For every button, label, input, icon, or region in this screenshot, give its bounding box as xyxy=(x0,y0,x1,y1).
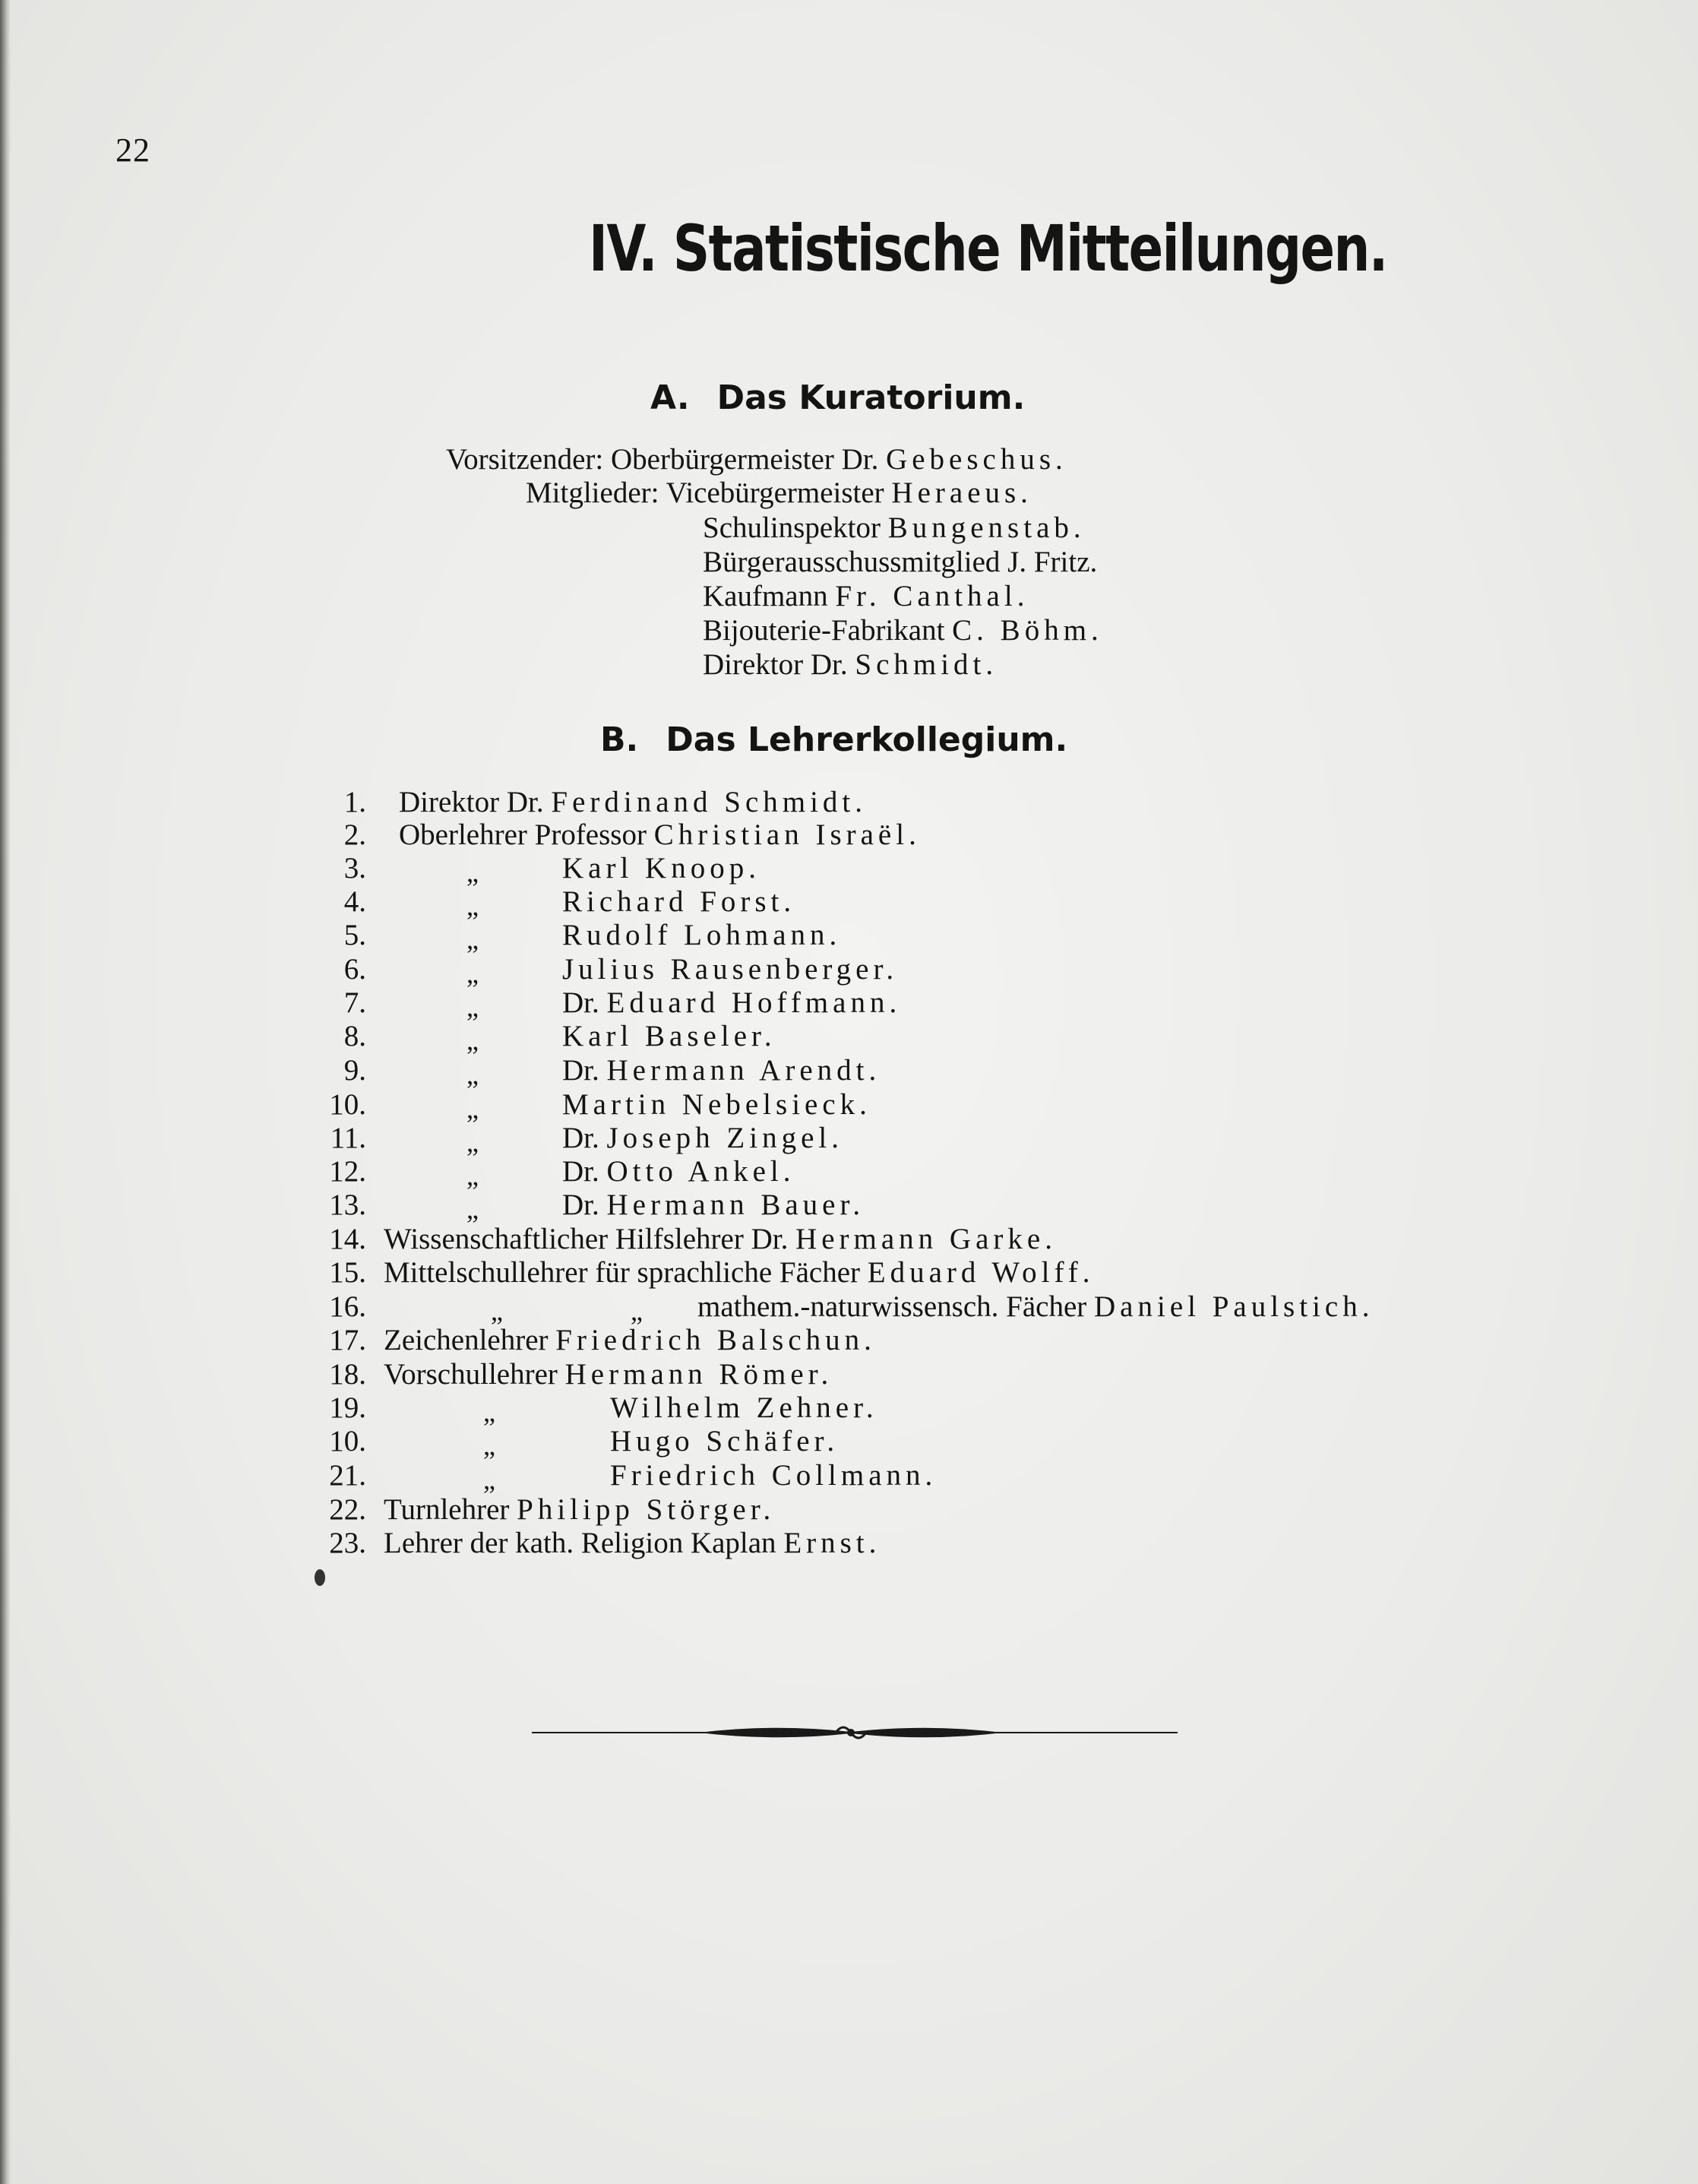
ditto-mark: „ xyxy=(631,1296,643,1326)
ditto-mark: „ xyxy=(466,1059,479,1090)
kuratorium-line xyxy=(703,616,1103,645)
teacher-role: Dr. xyxy=(562,1054,599,1087)
row-number: 16. xyxy=(329,1290,366,1323)
row-number: 5. xyxy=(343,919,366,951)
ditto-mark: „ xyxy=(466,924,479,954)
teacher-role: Dr. xyxy=(562,1155,599,1188)
decorative-rule xyxy=(532,1717,1178,1748)
teacher-row xyxy=(384,1359,833,1389)
teacher-row xyxy=(384,1224,1057,1254)
teacher-row xyxy=(562,1123,843,1153)
row-number: 22. xyxy=(329,1493,366,1526)
row-number: 13. xyxy=(329,1189,366,1221)
teacher-row xyxy=(562,1090,871,1119)
teacher-name: Eduard Wolff. xyxy=(867,1256,1095,1289)
kuratorium-line xyxy=(703,581,1029,611)
teacher-name: Ernst. xyxy=(783,1527,881,1559)
teacher-name: Eduard Hoffmann. xyxy=(606,986,902,1019)
teacher-name: Hugo Schäfer. xyxy=(610,1425,840,1458)
kuratorium-label: Vorsitzender: xyxy=(446,443,604,476)
teacher-name: Karl Baseler. xyxy=(562,1020,776,1052)
section-a-letter: A. xyxy=(650,378,690,417)
teacher-role: Mittelschullehrer für sprachliche Fächer xyxy=(384,1256,860,1289)
teacher-row xyxy=(562,954,898,984)
kuratorium-line xyxy=(703,650,998,679)
section-a-heading xyxy=(650,378,1025,417)
teacher-role: Turnlehrer xyxy=(384,1493,510,1526)
teacher-role: Vorschullehrer xyxy=(384,1358,558,1391)
section-b-letter: B. xyxy=(600,720,639,759)
ditto-mark: „ xyxy=(466,1127,479,1157)
teacher-row xyxy=(562,887,795,916)
teacher-row xyxy=(399,787,867,817)
kuratorium-name: Schmidt. xyxy=(855,648,998,681)
kuratorium-role: Schulinspektor xyxy=(703,511,881,544)
row-number: 10. xyxy=(329,1088,366,1121)
teacher-row xyxy=(562,1157,795,1186)
teacher-row xyxy=(399,820,921,850)
teacher-name: Richard Forst. xyxy=(562,885,796,918)
teacher-name: Hermann Arendt. xyxy=(606,1054,881,1087)
teacher-row xyxy=(562,1021,776,1051)
row-number: 15. xyxy=(329,1256,366,1289)
row-number: 9. xyxy=(343,1054,366,1087)
teacher-name: Hermann Römer. xyxy=(564,1358,833,1391)
kuratorium-name: C. Böhm. xyxy=(952,614,1103,647)
teacher-name: Philipp Störger. xyxy=(517,1493,776,1526)
teacher-name: Ferdinand Schmidt. xyxy=(551,786,868,818)
teacher-role: Dr. xyxy=(562,1122,599,1154)
teacher-name: Joseph Zingel. xyxy=(606,1122,843,1154)
kuratorium-line xyxy=(526,478,1032,508)
kuratorium-name: Heraeus. xyxy=(891,476,1032,509)
row-number: 8. xyxy=(343,1020,366,1052)
ditto-mark: „ xyxy=(466,992,479,1022)
kuratorium-role: Oberbürgermeister Dr. xyxy=(610,443,879,476)
page-title: IV. Statistische Mitteilungen. xyxy=(589,211,1387,286)
teacher-row xyxy=(610,1426,839,1456)
row-number: 7. xyxy=(343,986,366,1019)
teacher-name: Hermann Garke. xyxy=(795,1223,1057,1255)
row-number: 10. xyxy=(329,1425,366,1458)
section-b-title: Das Lehrerkollegium. xyxy=(666,720,1068,759)
ditto-mark: „ xyxy=(466,1194,479,1224)
teacher-name: Julius Rausenberger. xyxy=(562,953,899,986)
row-number: 11. xyxy=(330,1122,366,1154)
row-number: 3. xyxy=(343,852,366,885)
teacher-role: Zeichenlehrer xyxy=(384,1324,549,1356)
teacher-name: Christian Israël. xyxy=(653,818,921,851)
ditto-mark: „ xyxy=(466,1094,479,1124)
row-number: 14. xyxy=(329,1223,366,1255)
kuratorium-name: Bungenstab. xyxy=(887,511,1086,544)
ditto-mark: „ xyxy=(483,1430,495,1461)
ditto-mark: „ xyxy=(483,1464,495,1495)
teacher-row xyxy=(610,1393,878,1423)
row-number: 21. xyxy=(329,1459,366,1492)
section-a-title: Das Kuratorium. xyxy=(716,378,1026,417)
teacher-role: Direktor Dr. xyxy=(399,786,544,818)
teacher-row xyxy=(384,1325,876,1355)
teacher-row xyxy=(384,1528,881,1558)
row-number: 2. xyxy=(343,818,366,851)
row-number: 17. xyxy=(329,1324,366,1356)
kuratorium-line xyxy=(703,513,1086,543)
teacher-row xyxy=(562,920,841,950)
teacher-name: Friedrich Balschun. xyxy=(555,1324,876,1356)
row-number: 12. xyxy=(329,1155,366,1188)
kuratorium-role: Bijouterie-Fabrikant xyxy=(703,614,945,647)
row-number: 1. xyxy=(343,786,366,818)
teacher-role: Dr. xyxy=(562,1189,599,1221)
kuratorium-role: Direktor Dr. xyxy=(703,648,848,681)
ditto-mark: „ xyxy=(466,1025,479,1056)
teacher-role: mathem.-naturwissensch. Fächer xyxy=(697,1290,1087,1323)
kuratorium-role: Kaufmann xyxy=(703,580,828,612)
teacher-row xyxy=(384,1495,775,1524)
kuratorium-line xyxy=(703,547,1097,577)
teacher-name: Friedrich Collmann. xyxy=(610,1459,938,1492)
kuratorium-line xyxy=(446,445,1067,474)
teacher-name: Otto Ankel. xyxy=(606,1155,795,1188)
teacher-name: Daniel Paulstich. xyxy=(1094,1290,1374,1323)
row-number: 19. xyxy=(329,1391,366,1424)
row-number: 18. xyxy=(329,1358,366,1391)
ditto-mark: „ xyxy=(466,1160,479,1191)
row-number: 4. xyxy=(343,885,366,918)
row-number: 6. xyxy=(343,953,366,986)
kuratorium-label: Mitglieder: xyxy=(526,476,659,509)
ink-spot xyxy=(315,1569,325,1586)
teacher-row xyxy=(562,853,760,883)
ditto-mark: „ xyxy=(466,891,479,921)
teacher-row xyxy=(562,1056,881,1085)
kuratorium-role: Vicebürgermeister xyxy=(666,476,884,509)
kuratorium-role: Bürgerausschussmitglied xyxy=(703,546,1001,578)
ditto-mark: „ xyxy=(466,958,479,989)
teacher-role: Wissenschaftlicher Hilfslehrer Dr. xyxy=(384,1223,789,1255)
teacher-name: Karl Knoop. xyxy=(562,852,760,885)
teacher-role: Dr. xyxy=(562,986,599,1019)
teacher-row xyxy=(697,1292,1374,1321)
teacher-name: Rudolf Lohmann. xyxy=(562,919,842,951)
teacher-name: Wilhelm Zehner. xyxy=(610,1391,878,1424)
section-b-heading xyxy=(600,720,1067,759)
page-number: 22 xyxy=(115,131,150,169)
ditto-mark: „ xyxy=(483,1397,495,1427)
row-number: 23. xyxy=(329,1527,366,1559)
teacher-role: Oberlehrer Professor xyxy=(399,818,647,851)
teacher-name: Hermann Bauer. xyxy=(606,1189,865,1221)
ditto-mark: „ xyxy=(491,1296,503,1326)
teacher-row xyxy=(384,1258,1094,1287)
teacher-row xyxy=(562,1190,865,1220)
ditto-mark: „ xyxy=(466,857,479,888)
page-edge-shadow xyxy=(0,0,11,2184)
kuratorium-name: Gebeschus. xyxy=(886,443,1067,476)
kuratorium-name: J. Fritz. xyxy=(1007,546,1098,578)
teacher-row xyxy=(562,988,901,1018)
teacher-row xyxy=(610,1461,937,1490)
kuratorium-name: Fr. Canthal. xyxy=(835,580,1029,612)
teacher-name: Martin Nebelsieck. xyxy=(562,1088,871,1121)
teacher-role: Lehrer der kath. Religion Kaplan xyxy=(384,1527,776,1559)
